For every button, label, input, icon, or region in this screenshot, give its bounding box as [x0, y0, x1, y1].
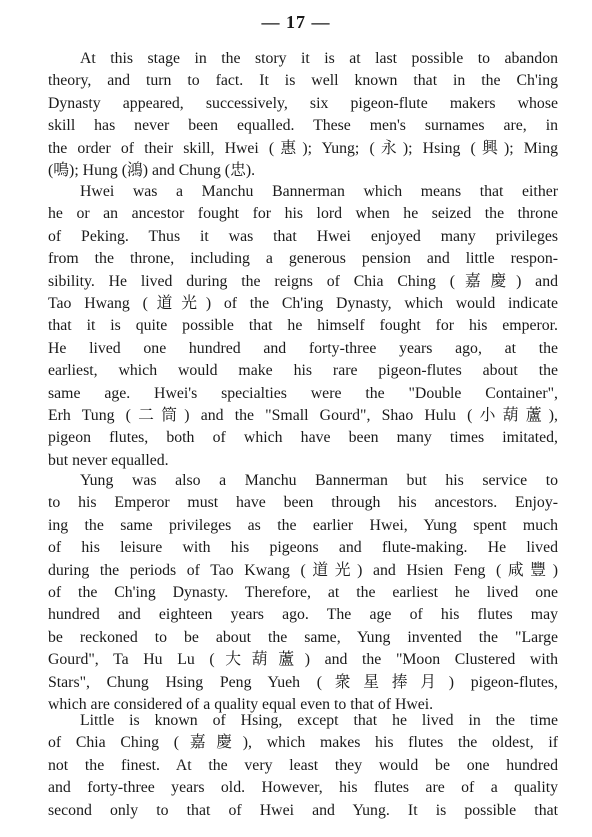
- text-line: Tao Hwang (道光) of the Ch'ing Dynasty, which would indicate: [48, 294, 558, 312]
- text-line: but never equalled.: [48, 451, 169, 469]
- text-line: of Chia Ching (嘉慶), which makes his flutes the oldest, if: [48, 734, 558, 752]
- text-line: Hwei was a Manchu Bannerman which means that either: [80, 183, 558, 200]
- text-line: Stars", Chung Hsing Peng Yueh (衆星捧月) pigeon-flutes,: [48, 673, 558, 691]
- text-line: At this stage in the story it is at last possible to abandon: [80, 50, 558, 67]
- text-line: Little is known of Hsing, except that he lived in the time: [80, 712, 558, 729]
- text-line: be reckoned to be about the same, Yung invented the "Large: [48, 628, 558, 646]
- text-line: sibility. He lived during the reigns of Chia Ching (嘉慶) and: [48, 272, 558, 290]
- text-line: of the Ch'ing Dynasty. Therefore, at the earliest he lived one: [48, 583, 558, 601]
- paragraph-pigeon-flute-makers: [48, 48, 558, 182]
- text-line: of Peking. Thus it was that Hwei enjoyed many privileges: [48, 227, 558, 245]
- text-line: Yung was also a Manchu Bannerman but his service to: [80, 472, 558, 489]
- page-number: — 17 —: [261, 12, 331, 32]
- text-line: Erh Tung (二筒) and the "Small Gourd", Shao Hulu (小葫蘆),: [48, 406, 558, 424]
- text-line: He lived one hundred and forty-three years ago, at the: [48, 339, 558, 357]
- text-line: that it is quite possible that he himself fought for his emperor.: [48, 317, 558, 335]
- text-line: second only to that of Hwei and Yung. It is possible that: [48, 801, 558, 819]
- paragraph-hsing: [48, 710, 558, 822]
- text-line: which are considered of a quality equal even to that of Hwei.: [48, 695, 434, 713]
- text-line: skill has never been equalled. These men's surnames are, in: [48, 117, 558, 135]
- text-line: same age. Hwei's specialties were the "Double Container",: [48, 384, 558, 402]
- text-line: during the periods of Tao Kwang (道光) and Hsien Feng (咸豐): [48, 561, 558, 579]
- text-line: of his leisure with his pigeons and flute-making. He lived: [48, 539, 558, 557]
- text-line: and forty-three years old. However, his flutes are of a quality: [48, 779, 558, 797]
- paragraph-yung: [48, 470, 558, 716]
- text-line: Gourd", Ta Hu Lu (大葫蘆) and the "Moon Clustered with: [48, 651, 558, 669]
- text-line: (鳴); Hung (鴻) and Chung (忠).: [48, 161, 256, 179]
- text-line: hundred and eighteen years ago. The age of his flutes may: [48, 606, 558, 624]
- text-line: the order of their skill, Hwei (惠); Yung; (永); Hsing (興); Ming: [48, 139, 558, 157]
- text-line: not the finest. At the very least they would be one hundred: [48, 756, 558, 774]
- text-line: theory, and turn to fact. It is well known that in the Ch'ing: [48, 72, 558, 90]
- text-line: he or an ancestor fought for his lord when he seized the throne: [48, 205, 558, 223]
- text-line: from the throne, including a generous pension and little respon-: [48, 250, 558, 268]
- text-line: pigeon flutes, both of which have been many times imitated,: [48, 429, 558, 447]
- text-line: ing the same privileges as the earlier Hwei, Yung spent much: [48, 516, 558, 534]
- text-line: earliest, which would make his rare pigeon-flutes about the: [48, 362, 558, 380]
- paragraph-hwei: [48, 181, 558, 472]
- text-line: Dynasty appeared, successively, six pigeon-flute makers whose: [48, 94, 558, 112]
- text-line: to his Emperor must have been through his ancestors. Enjoy-: [48, 494, 558, 512]
